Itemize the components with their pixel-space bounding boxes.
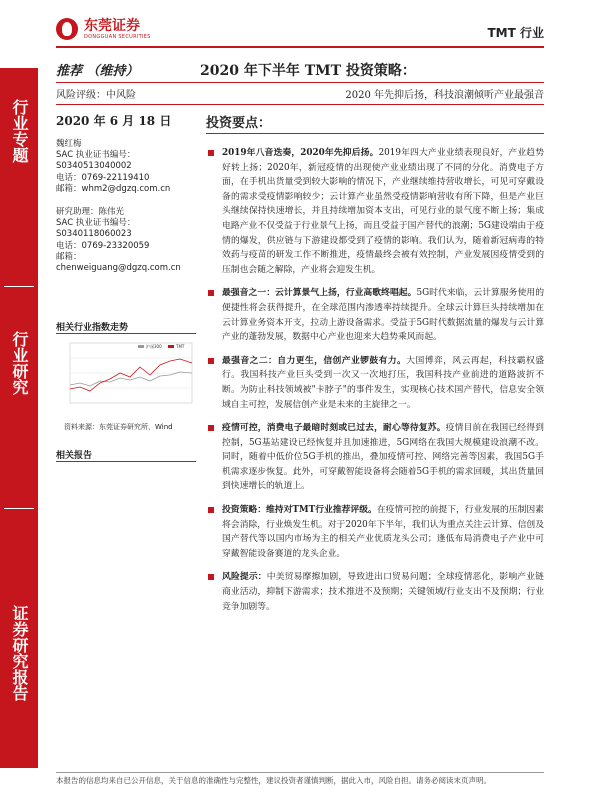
key-points-divider [206,133,544,134]
key-points-column [206,112,544,623]
index-chart-svg [56,337,196,417]
side-label-industry-topic: 行业专题 [10,99,29,163]
key-point-lead: 投资策略：维持对TMT行业推荐评级。 [222,505,377,516]
key-point-body: 在疫情可控的前提下，行业发展的压制因素将会消除，行业焕发生机。对于2020年下半年，我们认为重点关注云计算、信创及国产替代等以国内市场为主的相关产业优质龙头公司；逢低布局消费电子产业中可穿戴智能设备赛道的龙头企业。 [222,505,544,559]
subtitle-row [56,86,544,104]
logo-mark-icon [56,18,78,40]
logo-english-name: DONGGUAN SECURITIES [84,33,151,40]
key-point [206,354,544,412]
header-divider [56,46,544,48]
key-point-body: 2019年四大产业业绩表现良好，产业趋势好转上扬；2020年，新冠疫情的出现使产业业绩出现了不同的分化。消费电子方面，在手机出货量受到较大影响的情况下，产业继续维持营收增长，可见可穿戴设备的需求受疫情影响较少；云计算产业虽然受疫情影响营收有所下降，但是产业巨头继续保持快速增长，并且持续增加资本支出，可见行业的景气度不断上扬；集成电路产业不仅受益于行业景气上扬，而且受益于国产替代的浪潮；5G建设端由于疫情的爆发，供应链与下游建设都受到了疫情的影响。我们认为，随着新冠病毒的特效药与疫苗的研发工作不断推进，疫情最终会被有效控制，产业发展因疫情受到的压制也会随之解除，产业将会迎发生机。 [222,148,545,275]
assistant-email-label: 邮箱： [56,251,82,262]
logo-chinese-name: 东莞证券 [84,17,140,34]
square-bullet-icon [208,358,214,364]
assistant-block [56,207,196,274]
key-point-lead: 最强音之二：自力更生，信创产业锣鼓有力。 [222,355,407,366]
company-logo [56,18,151,40]
report-date: 2020 年 6 月 18 日 [56,114,172,128]
analyst-column [56,112,196,274]
assistant-name: 研究助理：陈伟光 [56,207,125,218]
key-point [206,570,544,614]
legend-swatch-tmt [168,345,174,348]
key-point-body: 中美贸易摩擦加剧，导致进出口贸易问题；全球疫情恶化，影响产业链商业活动，抑制下游需求；技术推进不及预期；关键领域/行业支出不及预期；行业竞争加剧等。 [222,572,544,612]
assistant-cert-label: SAC 执业证书编号： [56,218,136,229]
legend-label-hs300: 沪深300 [146,344,162,349]
key-point [206,503,544,561]
industry-label: TMT 行业 [487,26,544,40]
tmt-series-line [70,359,192,391]
related-reports-divider [56,461,196,462]
footer-divider [56,772,544,773]
analyst-name: 魏红梅 [56,139,82,149]
risk-rating: 风险评级：中风险 [56,90,136,101]
title-row [56,58,544,80]
key-point [206,146,544,277]
report-subtitle: 2020 年先抑后扬，科技浪潮倾听产业最强音 [345,90,544,101]
analyst-cert-label: SAC 执业证书编号： [56,150,136,161]
subtitle-divider [56,104,544,105]
square-bullet-icon [208,425,214,431]
key-point-lead: 疫情可控，消费电子最暗时刻或已过去，耐心等待复苏。 [222,423,446,434]
key-point [206,286,544,344]
chart-title-divider [56,333,196,334]
assistant-cert-number: S0340118060023 [56,229,132,240]
title-divider [56,82,544,83]
key-point-body: 5G时代来临，云计算服务使用的便捷性将会获得提升，在全球范围内渗透率持续提升。全球云计算巨头持续增加在云计算业务资本开支，拉动上游设备需求。受益于5G时代数据流量的爆发与云计算产业的蓬勃发展，数据中心产业也迎来大趋势乘风而起。 [222,288,544,343]
analyst-phone: 电话：0769-22119410 [56,172,150,183]
key-point [206,421,544,494]
assistant-email[interactable]: chenweiguang@dgzq.com.cn [56,263,181,274]
side-bar-separator [4,508,34,509]
report-title: 2020 年下半年 TMT 投资策略： [200,63,416,79]
index-chart-title: 相关行业指数走势 [56,323,129,333]
square-bullet-icon [208,150,214,156]
index-trend-chart [56,337,196,417]
related-reports-title: 相关报告 [56,451,93,461]
side-bar-separator [4,286,34,287]
square-bullet-icon [208,507,214,513]
side-label-securities-report: 证券研究报告 [10,605,29,701]
assistant-phone: 电话：0769-23320059 [56,240,150,251]
key-points-heading: 投资要点： [206,116,272,131]
analyst-email[interactable]: 邮箱：whm2@dgzq.com.cn [56,183,171,194]
page-header [0,0,600,50]
legend-swatch-hs300 [138,345,144,348]
side-label-industry-research: 行业研究 [10,331,29,395]
key-point-body: 大国博弈，风云再起，科技霸权盛行。我国科技产业巨头受到一次又一次地打压，我国科技产业前进的道路波折不断。为防止科技领域被"卡脖子"的事件发生，实现核心技术国产替代，信息安全领域自主可控，发展信创产业是未来的主旋律之一。 [222,355,544,410]
rating-text: 推荐 （维持） [56,64,139,79]
chart-source-note: 资料来源：东莞证券研究所，Wind [64,423,173,431]
hs300-series-line [70,372,192,386]
key-point-lead: 最强音之一：云计算景气上扬，行业高歌终唱起。 [222,288,417,299]
key-point-lead: 2019年八音迭奏，2020年先抑后扬。 [222,148,379,158]
analyst-cert-number: S0340513040002 [56,161,132,172]
square-bullet-icon [208,574,214,580]
legend-label-tmt: TMT [176,344,185,349]
left-side-bar [0,68,38,768]
key-point-body: 疫情目前在我国已经得到控制，5G基站建设已经恢复并且加速推进，5G网络在我国大规模建设浪潮不改。同时，随着中低价位5G手机的推出，叠加疫情可控、网络完善等因素，我国5G手机需求逐步恢复。此外，可穿戴智能设备将会随着5G手机的需求回暖，其出货量回到快速增长的轨道上。 [222,423,544,492]
analyst-block [56,139,196,195]
disclaimer-footer: 本报告的信息均来自已公开信息，关于信息的准确性与完整性，建议投资者谨慎判断，据此入市，风险自担。请务必阅读末页声明。 [56,776,491,785]
square-bullet-icon [208,290,214,296]
key-point-lead: 风险提示： [222,572,267,583]
